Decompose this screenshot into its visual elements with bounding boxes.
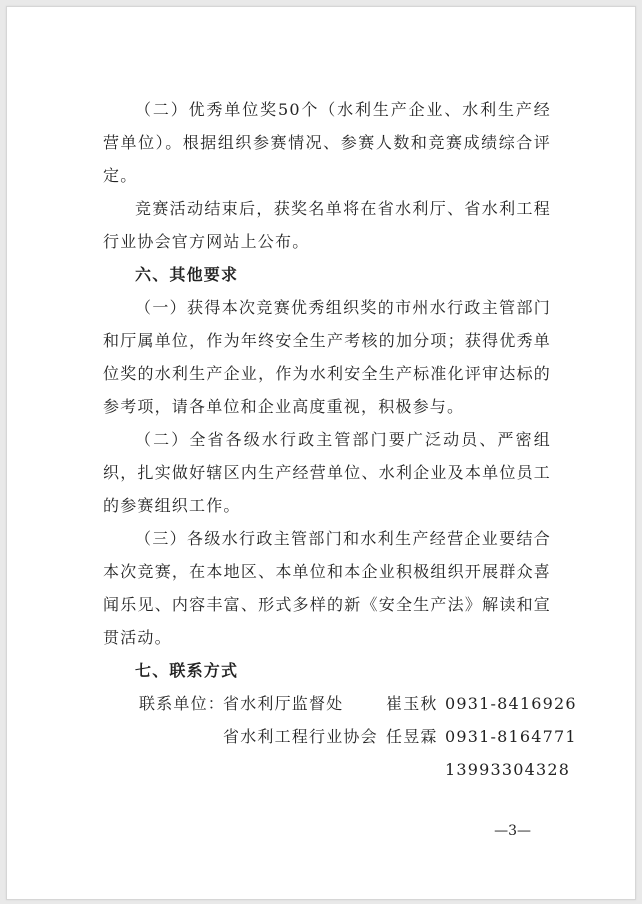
contact-person-2: 任昱霖 xyxy=(386,727,438,746)
contact-unit-1: 省水利厅监督处 xyxy=(223,694,344,713)
contact-phone-2: 0931-8164771 xyxy=(445,727,577,746)
document-body xyxy=(103,93,577,786)
contact-person-1: 崔玉秋 xyxy=(386,694,438,713)
contact-line-1 xyxy=(103,687,577,720)
paragraph-requirement-2: （二）全省各级水行政主管部门要广泛动员、严密组织，扎实做好辖区内生产经营单位、水利企业及本单位员工的参赛组织工作。 xyxy=(103,430,551,515)
paragraph-award-announcement: 竞赛活动结束后，获奖名单将在省水利厅、省水利工程行业协会官方网站上公布。 xyxy=(103,199,551,251)
page-number: —3— xyxy=(494,823,531,839)
contact-label: 联系单位： xyxy=(139,694,226,713)
contact-unit-2: 省水利工程行业协会 xyxy=(223,727,378,746)
paragraph-requirement-1: （一）获得本次竞赛优秀组织奖的市州水行政主管部门和厅属单位，作为年终安全生产考核的加分项；获得优秀单位奖的水利生产企业，作为水利安全生产标准化评审达标的参考项，请各单位和企业高度重视，积极参与。 xyxy=(103,298,551,416)
contact-line-2 xyxy=(103,720,577,753)
contact-line-3 xyxy=(103,753,571,786)
paragraph-requirement-3: （三）各级水行政主管部门和水利生产经营企业要结合本次竞赛，在本地区、本单位和本企业积极组织开展群众喜闻乐见、内容丰富、形式多样的新《安全生产法》解读和宣贯活动。 xyxy=(103,529,551,647)
document-page xyxy=(6,6,636,900)
section-heading-contact: 七、联系方式 xyxy=(135,661,239,680)
contact-phone-3: 13993304328 xyxy=(445,760,571,779)
paragraph-award-units: （二）优秀单位奖50个（水利生产企业、水利生产经营单位）。根据组织参赛情况、参赛人数和竞赛成绩综合评定。 xyxy=(103,100,551,185)
section-heading-other-requirements: 六、其他要求 xyxy=(135,265,239,284)
contact-phone-1: 0931-8416926 xyxy=(445,694,577,713)
